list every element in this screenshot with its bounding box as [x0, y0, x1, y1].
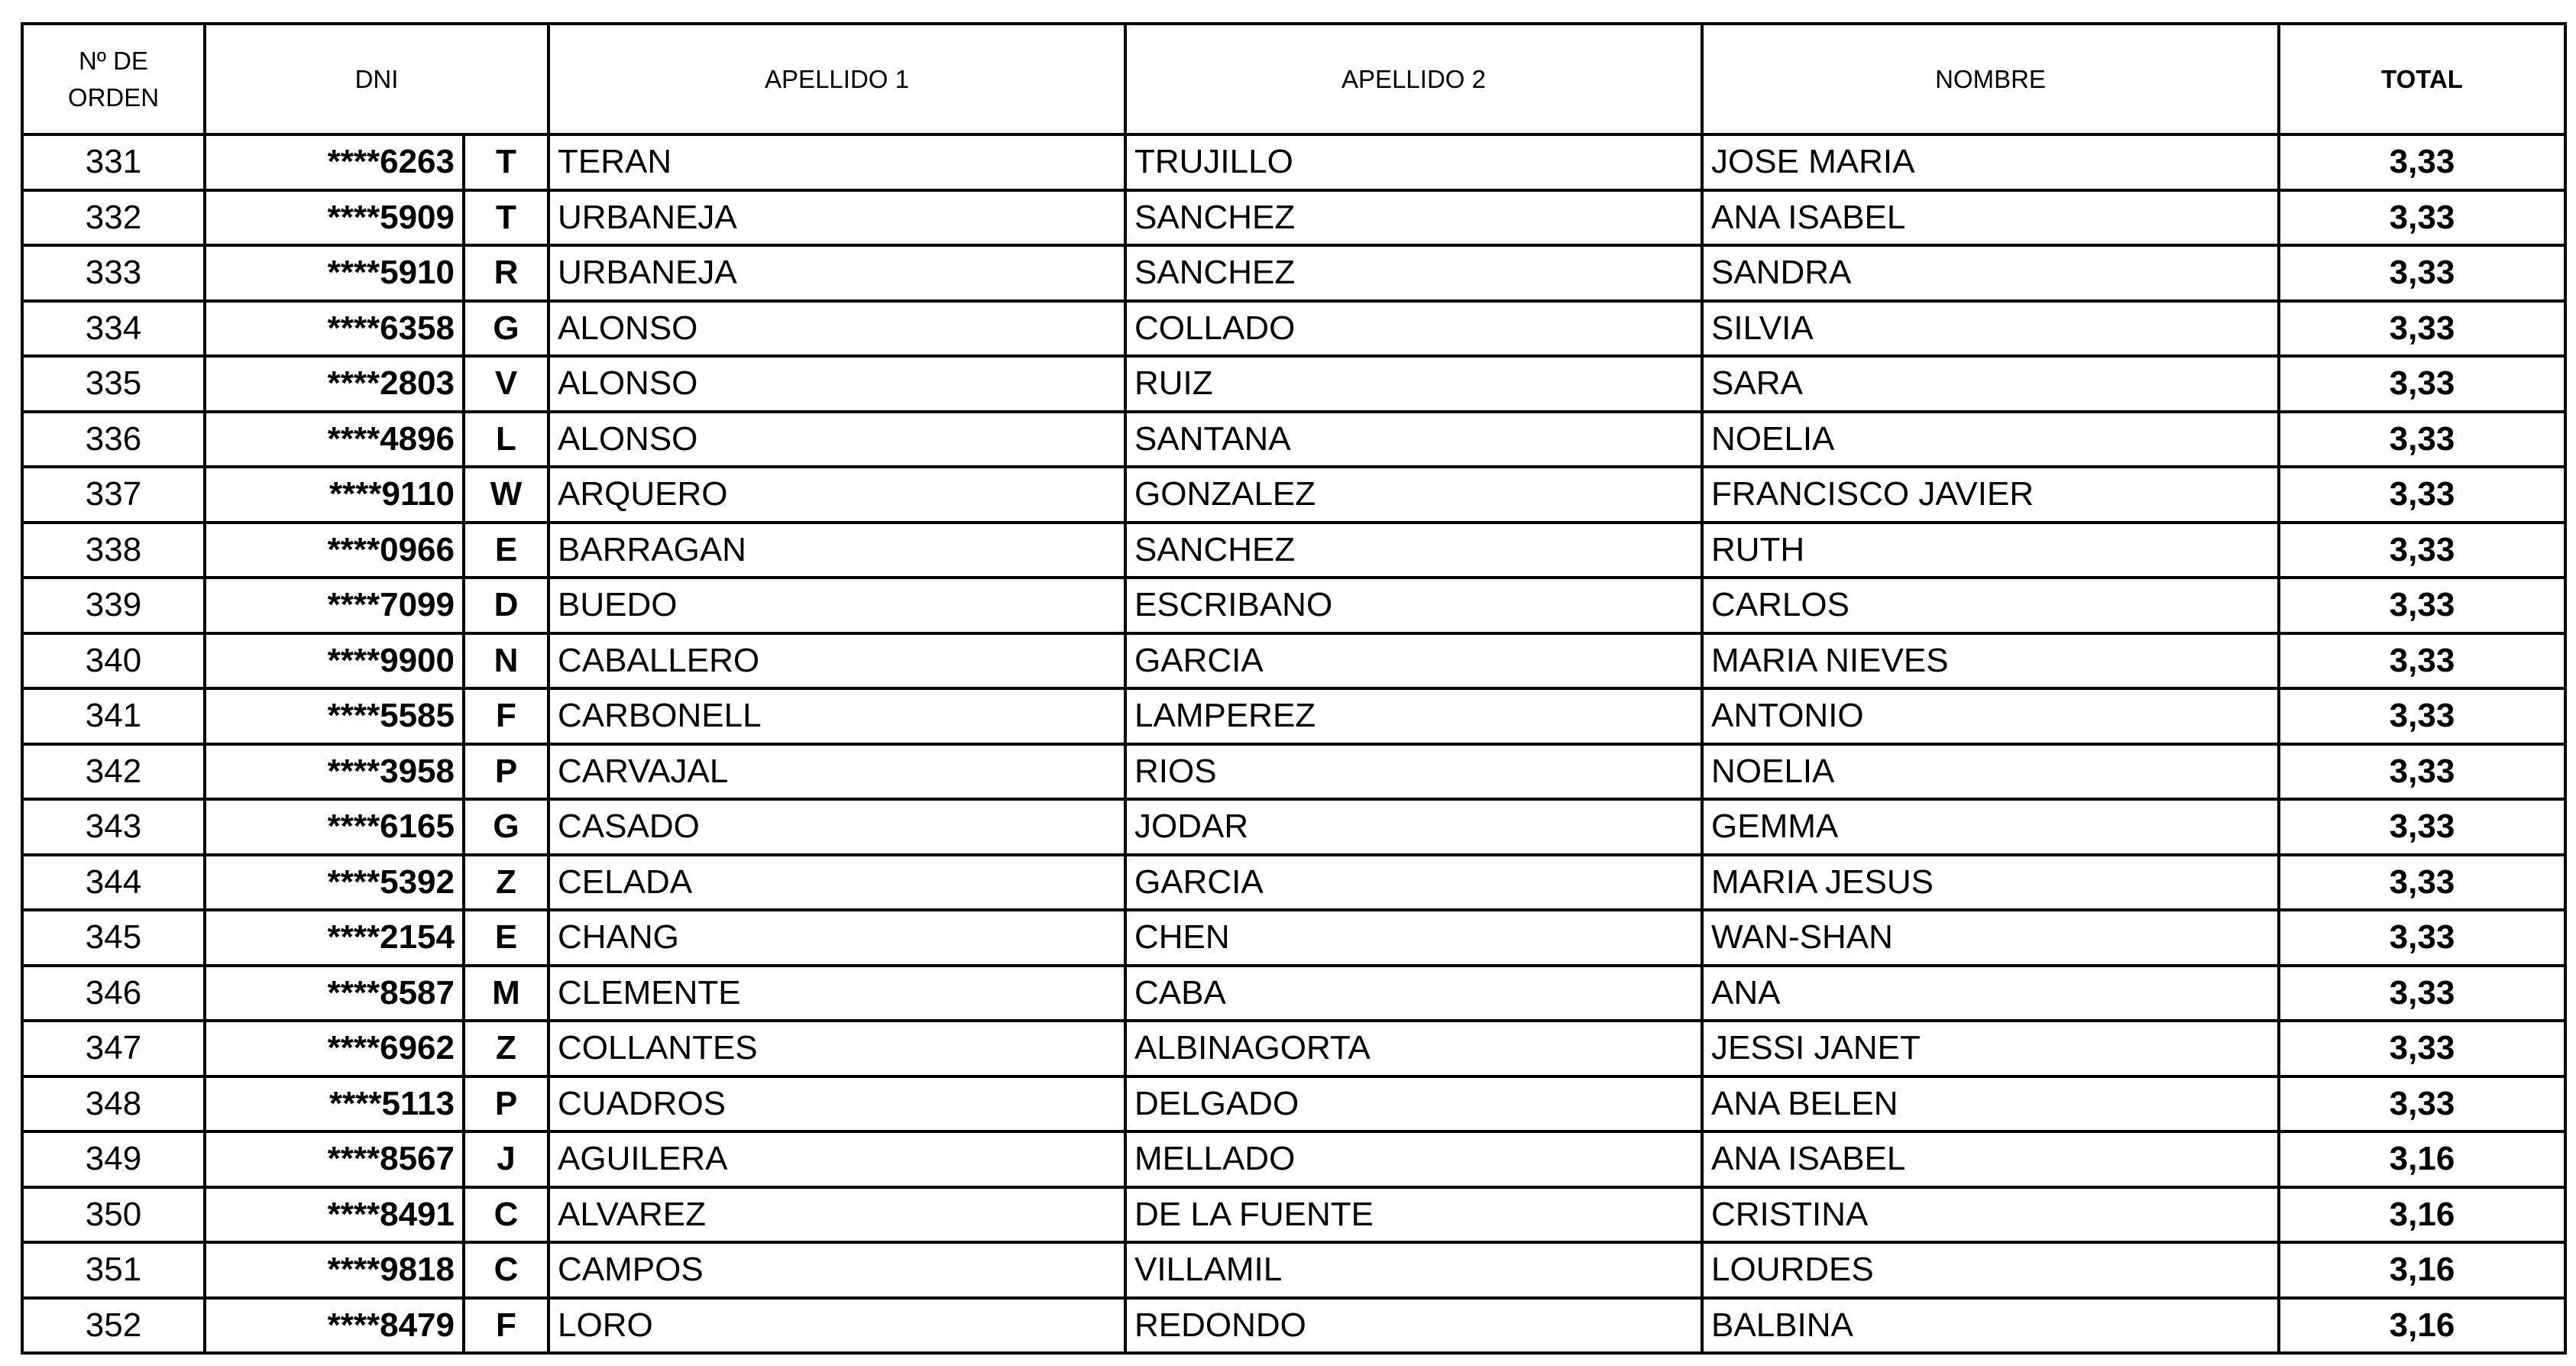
cell-apellido1: ALVAREZ: [549, 1187, 1125, 1243]
cell-dni-letter: E: [464, 523, 549, 578]
cell-dni-letter: N: [464, 633, 549, 689]
cell-total: 3,33: [2279, 799, 2565, 855]
cell-orden: 343: [22, 799, 205, 855]
cell-dni-letter: T: [464, 190, 549, 246]
cell-orden: 332: [22, 190, 205, 246]
table-row: [22, 1187, 2565, 1243]
cell-apellido1: URBANEJA: [549, 190, 1125, 246]
cell-nombre: MARIA JESUS: [1702, 855, 2279, 911]
cell-apellido1: TERAN: [549, 134, 1125, 190]
cell-total: 3,33: [2279, 412, 2565, 468]
cell-nombre: FRANCISCO JAVIER: [1702, 467, 2279, 523]
cell-total: 3,16: [2279, 1298, 2565, 1354]
cell-dni: ****7099: [205, 578, 464, 633]
cell-dni-letter: W: [464, 467, 549, 523]
cell-orden: 336: [22, 412, 205, 468]
cell-apellido1: CARVAJAL: [549, 744, 1125, 800]
cell-total: 3,33: [2279, 1021, 2565, 1076]
cell-orden: 349: [22, 1131, 205, 1187]
cell-orden: 339: [22, 578, 205, 633]
cell-dni: ****8587: [205, 966, 464, 1021]
cell-dni: ****6165: [205, 799, 464, 855]
table-row: [22, 966, 2565, 1021]
cell-nombre: MARIA NIEVES: [1702, 633, 2279, 689]
cell-apellido2: SANTANA: [1125, 412, 1702, 468]
cell-apellido2: CABA: [1125, 966, 1702, 1021]
cell-orden: 340: [22, 633, 205, 689]
cell-orden: 342: [22, 744, 205, 800]
table-row: [22, 301, 2565, 357]
table-row: [22, 578, 2565, 633]
cell-dni: ****4896: [205, 412, 464, 468]
cell-orden: 344: [22, 855, 205, 911]
cell-dni: ****3958: [205, 744, 464, 800]
cell-total: 3,33: [2279, 190, 2565, 246]
cell-apellido1: ARQUERO: [549, 467, 1125, 523]
cell-orden: 352: [22, 1298, 205, 1354]
table-row: [22, 245, 2565, 301]
cell-dni-letter: D: [464, 578, 549, 633]
cell-total: 3,33: [2279, 356, 2565, 412]
table-row: [22, 633, 2565, 689]
header-apellido1: APELLIDO 1: [549, 24, 1125, 134]
cell-apellido2: CHEN: [1125, 910, 1702, 966]
table-header: [22, 24, 2565, 134]
table-row: [22, 190, 2565, 246]
cell-apellido1: CABALLERO: [549, 633, 1125, 689]
cell-dni-letter: R: [464, 245, 549, 301]
cell-orden: 337: [22, 467, 205, 523]
cell-dni: ****5113: [205, 1076, 464, 1132]
cell-total: 3,33: [2279, 633, 2565, 689]
cell-apellido2: REDONDO: [1125, 1298, 1702, 1354]
cell-total: 3,33: [2279, 1076, 2565, 1132]
table-row: [22, 467, 2565, 523]
cell-dni: ****6263: [205, 134, 464, 190]
cell-apellido2: JODAR: [1125, 799, 1702, 855]
table-row: [22, 799, 2565, 855]
cell-nombre: WAN-SHAN: [1702, 910, 2279, 966]
cell-apellido2: RIOS: [1125, 744, 1702, 800]
table-row: [22, 1021, 2565, 1076]
cell-orden: 333: [22, 245, 205, 301]
cell-apellido1: BARRAGAN: [549, 523, 1125, 578]
header-dni: DNI: [205, 24, 549, 134]
cell-nombre: ANTONIO: [1702, 688, 2279, 744]
cell-total: 3,33: [2279, 966, 2565, 1021]
cell-apellido1: ALONSO: [549, 301, 1125, 357]
cell-total: 3,33: [2279, 523, 2565, 578]
cell-apellido2: SANCHEZ: [1125, 190, 1702, 246]
cell-dni: ****6358: [205, 301, 464, 357]
cell-orden: 331: [22, 134, 205, 190]
cell-apellido2: SANCHEZ: [1125, 245, 1702, 301]
cell-total: 3,16: [2279, 1242, 2565, 1298]
cell-apellido1: CELADA: [549, 855, 1125, 911]
cell-apellido2: GARCIA: [1125, 855, 1702, 911]
table-row: [22, 1242, 2565, 1298]
cell-total: 3,16: [2279, 1187, 2565, 1243]
cell-dni-letter: Z: [464, 855, 549, 911]
cell-apellido1: CLEMENTE: [549, 966, 1125, 1021]
cell-orden: 345: [22, 910, 205, 966]
cell-apellido2: GONZALEZ: [1125, 467, 1702, 523]
table-row: [22, 855, 2565, 911]
cell-nombre: SILVIA: [1702, 301, 2279, 357]
table-row: [22, 1298, 2565, 1354]
cell-orden: 334: [22, 301, 205, 357]
cell-nombre: ANA ISABEL: [1702, 1131, 2279, 1187]
cell-dni: ****5909: [205, 190, 464, 246]
cell-apellido2: SANCHEZ: [1125, 523, 1702, 578]
header-orden-line2: ORDEN: [67, 83, 160, 112]
cell-dni: ****8479: [205, 1298, 464, 1354]
cell-total: 3,33: [2279, 301, 2565, 357]
cell-dni: ****5392: [205, 855, 464, 911]
cell-apellido1: ALONSO: [549, 412, 1125, 468]
cell-nombre: NOELIA: [1702, 744, 2279, 800]
table-body: [22, 134, 2565, 1353]
cell-dni: ****9110: [205, 467, 464, 523]
cell-apellido1: CASADO: [549, 799, 1125, 855]
cell-apellido1: ALONSO: [549, 356, 1125, 412]
cell-apellido2: DE LA FUENTE: [1125, 1187, 1702, 1243]
table-row: [22, 523, 2565, 578]
cell-total: 3,33: [2279, 910, 2565, 966]
cell-nombre: NOELIA: [1702, 412, 2279, 468]
cell-nombre: LOURDES: [1702, 1242, 2279, 1298]
cell-orden: 346: [22, 966, 205, 1021]
cell-apellido2: LAMPEREZ: [1125, 688, 1702, 744]
cell-dni-letter: C: [464, 1187, 549, 1243]
cell-dni: ****5910: [205, 245, 464, 301]
cell-total: 3,33: [2279, 578, 2565, 633]
table-row: [22, 1076, 2565, 1132]
results-table: [21, 22, 2567, 1355]
cell-nombre: JOSE MARIA: [1702, 134, 2279, 190]
table-row: [22, 1131, 2565, 1187]
cell-nombre: GEMMA: [1702, 799, 2279, 855]
cell-nombre: ANA BELEN: [1702, 1076, 2279, 1132]
cell-nombre: SARA: [1702, 356, 2279, 412]
table-row: [22, 910, 2565, 966]
cell-orden: 338: [22, 523, 205, 578]
cell-dni-letter: L: [464, 412, 549, 468]
cell-dni-letter: G: [464, 799, 549, 855]
cell-dni: ****6962: [205, 1021, 464, 1076]
cell-dni-letter: Z: [464, 1021, 549, 1076]
cell-nombre: RUTH: [1702, 523, 2279, 578]
cell-apellido1: BUEDO: [549, 578, 1125, 633]
cell-apellido1: COLLANTES: [549, 1021, 1125, 1076]
cell-orden: 347: [22, 1021, 205, 1076]
cell-total: 3,33: [2279, 688, 2565, 744]
cell-apellido2: GARCIA: [1125, 633, 1702, 689]
cell-dni: ****8567: [205, 1131, 464, 1187]
cell-dni: ****8491: [205, 1187, 464, 1243]
cell-nombre: SANDRA: [1702, 245, 2279, 301]
cell-total: 3,33: [2279, 744, 2565, 800]
header-total: TOTAL: [2279, 24, 2565, 134]
cell-apellido1: CUADROS: [549, 1076, 1125, 1132]
cell-orden: 351: [22, 1242, 205, 1298]
cell-dni-letter: G: [464, 301, 549, 357]
cell-apellido1: URBANEJA: [549, 245, 1125, 301]
cell-apellido1: AGUILERA: [549, 1131, 1125, 1187]
cell-dni-letter: F: [464, 688, 549, 744]
table-row: [22, 744, 2565, 800]
cell-apellido1: LORO: [549, 1298, 1125, 1354]
header-row: [22, 24, 2565, 134]
cell-orden: 335: [22, 356, 205, 412]
table-row: [22, 412, 2565, 468]
header-orden-line1: Nº DE: [79, 46, 148, 75]
header-apellido2: APELLIDO 2: [1125, 24, 1702, 134]
cell-dni: ****2154: [205, 910, 464, 966]
cell-nombre: BALBINA: [1702, 1298, 2279, 1354]
cell-apellido2: VILLAMIL: [1125, 1242, 1702, 1298]
cell-dni-letter: F: [464, 1298, 549, 1354]
cell-apellido2: MELLADO: [1125, 1131, 1702, 1187]
cell-total: 3,33: [2279, 855, 2565, 911]
cell-nombre: CRISTINA: [1702, 1187, 2279, 1243]
cell-apellido1: CHANG: [549, 910, 1125, 966]
cell-dni-letter: V: [464, 356, 549, 412]
cell-apellido2: COLLADO: [1125, 301, 1702, 357]
cell-dni-letter: P: [464, 1076, 549, 1132]
cell-apellido2: DELGADO: [1125, 1076, 1702, 1132]
cell-dni-letter: E: [464, 910, 549, 966]
cell-dni-letter: M: [464, 966, 549, 1021]
header-orden: [22, 24, 205, 134]
cell-orden: 348: [22, 1076, 205, 1132]
cell-apellido2: TRUJILLO: [1125, 134, 1702, 190]
cell-orden: 350: [22, 1187, 205, 1243]
cell-total: 3,33: [2279, 134, 2565, 190]
cell-nombre: CARLOS: [1702, 578, 2279, 633]
cell-dni: ****0966: [205, 523, 464, 578]
cell-dni: ****9818: [205, 1242, 464, 1298]
cell-apellido2: ALBINAGORTA: [1125, 1021, 1702, 1076]
cell-apellido1: CAMPOS: [549, 1242, 1125, 1298]
cell-dni-letter: C: [464, 1242, 549, 1298]
table-row: [22, 134, 2565, 190]
cell-dni-letter: P: [464, 744, 549, 800]
cell-dni: ****5585: [205, 688, 464, 744]
cell-nombre: ANA: [1702, 966, 2279, 1021]
cell-apellido1: CARBONELL: [549, 688, 1125, 744]
header-nombre: NOMBRE: [1702, 24, 2279, 134]
cell-orden: 341: [22, 688, 205, 744]
cell-dni: ****2803: [205, 356, 464, 412]
table-row: [22, 688, 2565, 744]
cell-apellido2: RUIZ: [1125, 356, 1702, 412]
cell-dni-letter: J: [464, 1131, 549, 1187]
cell-dni-letter: T: [464, 134, 549, 190]
cell-total: 3,16: [2279, 1131, 2565, 1187]
cell-total: 3,33: [2279, 467, 2565, 523]
cell-nombre: ANA ISABEL: [1702, 190, 2279, 246]
cell-dni: ****9900: [205, 633, 464, 689]
cell-total: 3,33: [2279, 245, 2565, 301]
table-row: [22, 356, 2565, 412]
cell-nombre: JESSI JANET: [1702, 1021, 2279, 1076]
cell-apellido2: ESCRIBANO: [1125, 578, 1702, 633]
